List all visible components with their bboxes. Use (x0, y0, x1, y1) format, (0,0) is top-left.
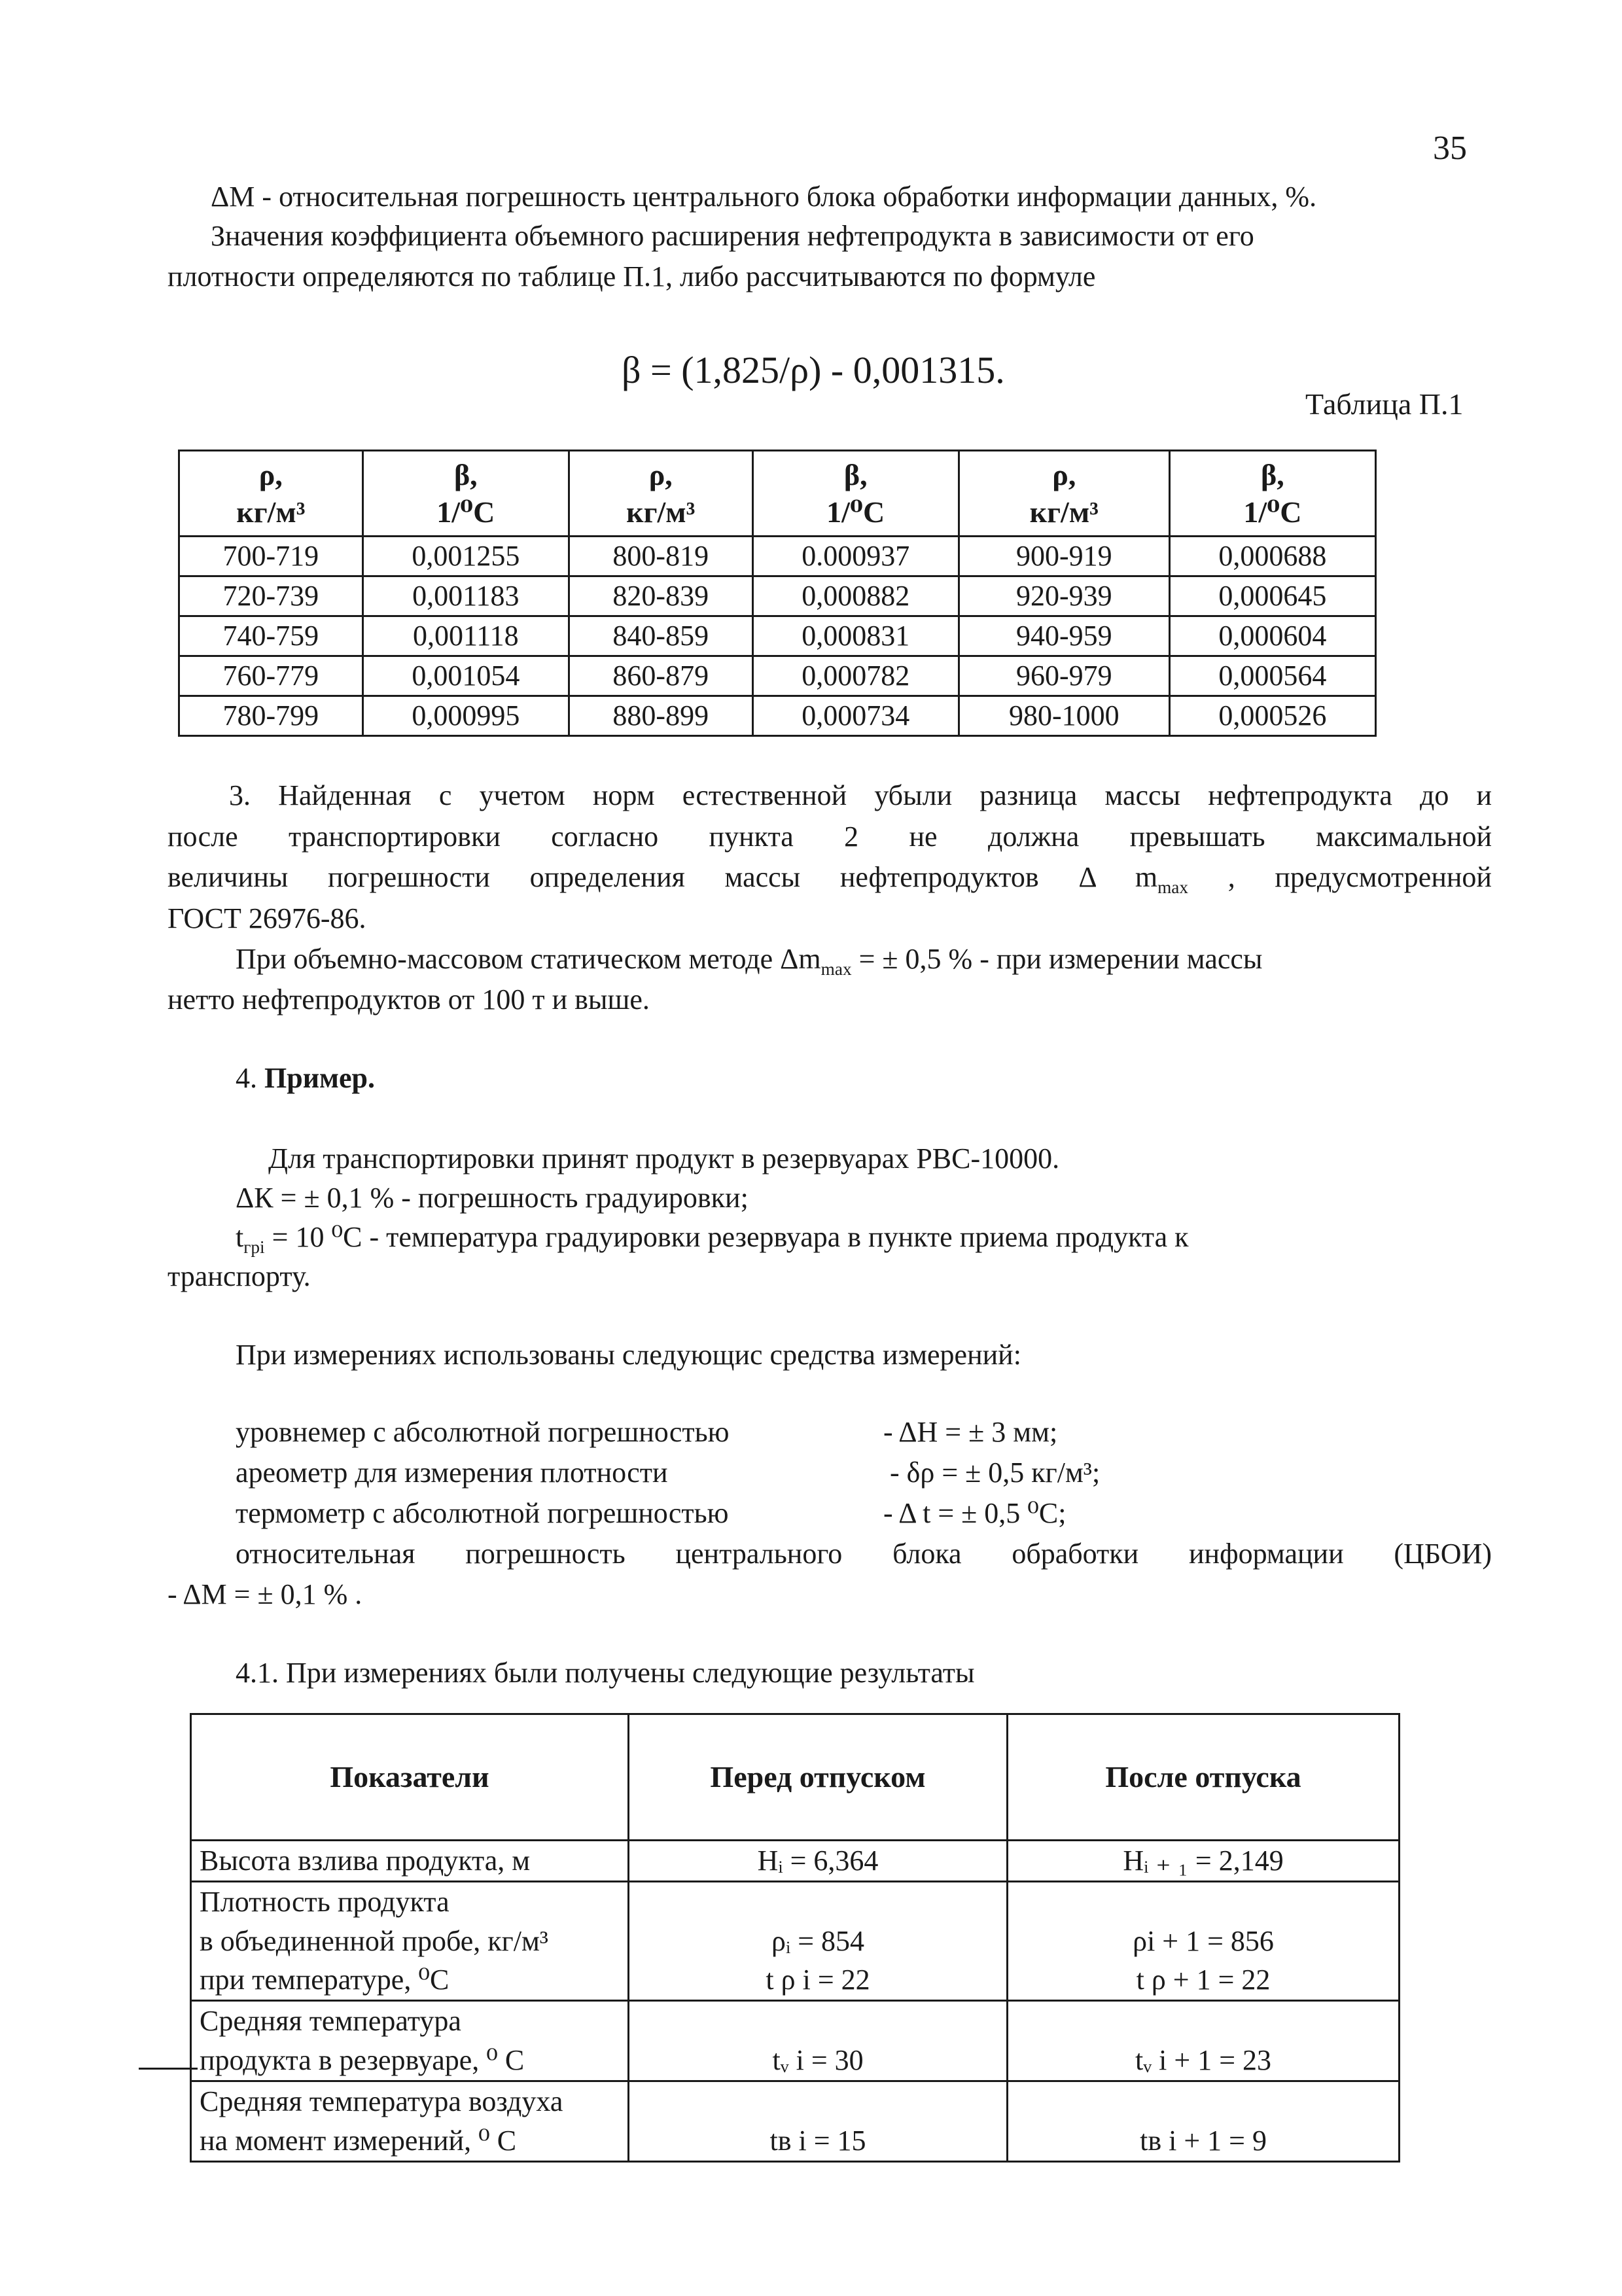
expansion-coefficient-table (178, 450, 1377, 737)
instrument-cboi: относительная погрешность центрального блока обработки информации (ЦБОИ) (236, 1538, 1492, 1570)
example-line-3: $t_{грi} = 10$ ⁰С - температура градуировки резервуара в пункте приема продукта к (236, 1221, 1189, 1257)
table2-cell-label: Средняя температура продукта в резервуаре, ⁰ С (191, 2001, 629, 2081)
table1-cell: 700-719 (179, 537, 363, 576)
table2-cell-after: ρi + 1 = 856 t ρ + 1 = 22 (1008, 1881, 1400, 2000)
table1-header-cell: ρ, кг/м³ (569, 451, 752, 537)
instrument-thermometer-error: - Δ t = ± 0,5 ⁰С; (883, 1497, 1067, 1529)
table2-row (191, 2081, 1400, 2161)
table1-header-cell: ρ, кг/м³ (959, 451, 1169, 537)
example-line-4: При измерениях использованы следующис средства измерений: (236, 1339, 1021, 1371)
table1-cell: 0,000526 (1169, 696, 1375, 736)
table1-cell: 0,001054 (362, 656, 569, 696)
intro-line-3: плотности определяются по таблице П.1, либо рассчитываются по формуле (167, 260, 1096, 292)
example-line-2: ΔК = ± 0,1 % - погрешность градуировки; (236, 1182, 749, 1214)
table1-cell: 860-879 (569, 656, 752, 696)
example-line-3-cont: транспорту. (167, 1260, 311, 1292)
table1-cell: 760-779 (179, 656, 363, 696)
table2-cell-before: ρᵢ = 854 t ρ i = 22 (629, 1881, 1008, 2000)
table1-cell: 0,000882 (752, 576, 959, 616)
table1-cell: 740-759 (179, 616, 363, 656)
table1-cell: 780-799 (179, 696, 363, 736)
table2-cell-label: Высота взлива продукта, м (191, 1841, 629, 1882)
table2-header-row (191, 1714, 1400, 1841)
table1-cell: 820-839 (569, 576, 752, 616)
table2-cell-after: tᵥ i + 1 = 23 (1008, 2001, 1400, 2081)
table1-cell: 0,000995 (362, 696, 569, 736)
section3-line-5: При объемно-массовом статическом методе $\Delta m_{max}$ = ± 0,5 % - при измерении массы (236, 943, 1263, 979)
table1-cell: 0,000782 (752, 656, 959, 696)
table-caption: Таблица П.1 (1305, 387, 1464, 421)
table1-cell: 0,001255 (362, 537, 569, 576)
intro-line-2: Значения коэффициента объемного расширения нефтепродукта в зависимости от его (211, 220, 1254, 252)
page-number: 35 (1433, 130, 1467, 167)
table1-cell: 800-819 (569, 537, 752, 576)
table1-cell: 0.000937 (752, 537, 959, 576)
table1-cell: 0,000604 (1169, 616, 1375, 656)
table2-header-cell: Показатели (191, 1714, 629, 1841)
instrument-cboi-error: - ΔМ = ± 0,1 % . (167, 1578, 362, 1610)
table1-cell: 940-959 (959, 616, 1169, 656)
example-line-1: Для транспортировки принят продукт в резервуарах РВС-10000. (268, 1142, 1060, 1174)
table1-cell: 980-1000 (959, 696, 1169, 736)
table1-cell: 0,000645 (1169, 576, 1375, 616)
table2-row (191, 1841, 1400, 1882)
table2-cell-label: Плотность продукта в объединенной пробе, кг/м³ при температуре, ⁰С (191, 1881, 629, 2000)
table2-row (191, 1881, 1400, 2000)
table2-cell-before: tᵥ i = 30 (629, 2001, 1008, 2081)
results-intro: 4.1. При измерениях были получены следующие результаты (236, 1657, 975, 1689)
table1-cell: 0,001183 (362, 576, 569, 616)
table1-cell: 0,000831 (752, 616, 959, 656)
table2-header-cell: После отпуска (1008, 1714, 1400, 1841)
table1-row (179, 696, 1376, 736)
table1-cell: 0,000734 (752, 696, 959, 736)
section3-line-3: величины погрешности определения массы нефтепродуктов Δ $m_{max}$ , предусмотренной (167, 861, 1492, 897)
intro-line-1: ΔМ - относительная погрешность центрального блока обработки информации данных, %. (211, 181, 1317, 213)
instrument-thermometer: термометр с абсолютной погрешностью (236, 1497, 729, 1529)
table1-row (179, 537, 1376, 576)
section3-line-2: после транспортировки согласно пункта 2 не должна превышать максимальной (167, 821, 1492, 853)
margin-rule (139, 2068, 198, 2070)
table1-cell: 0,001118 (362, 616, 569, 656)
table2-cell-after: tв i + 1 = 9 (1008, 2081, 1400, 2161)
beta-formula: β = (1,825/ρ) - 0,001315. (622, 349, 1005, 391)
instrument-hydrometer-error: - δρ = ± 0,5 кг/м³; (890, 1457, 1101, 1489)
table1-header-cell: ρ, кг/м³ (179, 451, 363, 537)
section3-line-6: нетто нефтепродуктов от 100 т и выше. (167, 983, 650, 1016)
table2-cell-before: Нᵢ = 6,364 (629, 1841, 1008, 1882)
table2-header-cell: Перед отпуском (629, 1714, 1008, 1841)
table1-cell: 720-739 (179, 576, 363, 616)
table1-header-cell: β, 1/⁰С (752, 451, 959, 537)
table1-row (179, 576, 1376, 616)
table1-row (179, 616, 1376, 656)
section4-heading: 4. Пример. (236, 1062, 376, 1094)
table1-cell: 880-899 (569, 696, 752, 736)
table1-cell: 900-919 (959, 537, 1169, 576)
table2-cell-before: tв i = 15 (629, 2081, 1008, 2161)
table1-cell: 0,000564 (1169, 656, 1375, 696)
table1-header-row (179, 451, 1376, 537)
table1-header-cell: β, 1/⁰С (362, 451, 569, 537)
instrument-hydrometer: ареометр для измерения плотности (236, 1457, 668, 1489)
table1-row (179, 656, 1376, 696)
table1-cell: 0,000688 (1169, 537, 1375, 576)
measurement-results-table (190, 1713, 1400, 2163)
table2-cell-after: Нᵢ ₊ ₁ = 2,149 (1008, 1841, 1400, 1882)
instrument-level-gauge-error: - ΔН = ± 3 мм; (883, 1416, 1058, 1448)
table2-cell-label: Средняя температура воздуха на момент измерений, ⁰ С (191, 2081, 629, 2161)
table1-cell: 960-979 (959, 656, 1169, 696)
section3-line-4: ГОСТ 26976-86. (167, 902, 366, 934)
table1-header-cell: β, 1/⁰С (1169, 451, 1375, 537)
table1-cell: 920-939 (959, 576, 1169, 616)
instrument-level-gauge: уровнемер с абсолютной погрешностью (236, 1416, 730, 1448)
section3-line-1: 3. Найденная с учетом норм естественной убыли разница массы нефтепродукта до и (229, 779, 1492, 811)
table2-row (191, 2001, 1400, 2081)
table1-cell: 840-859 (569, 616, 752, 656)
